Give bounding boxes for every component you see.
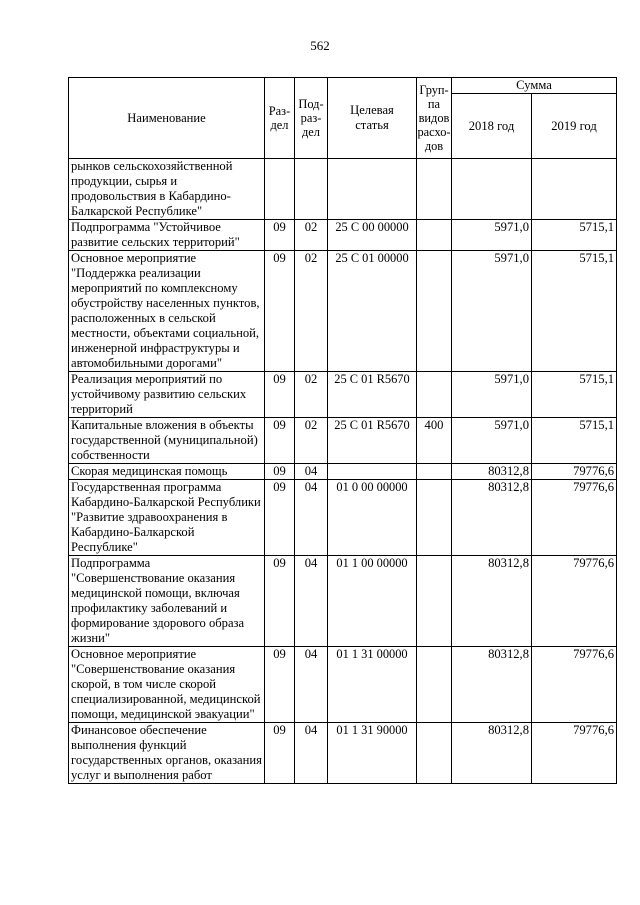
row-razdel xyxy=(265,159,295,220)
row-podrazdel: 04 xyxy=(295,464,328,480)
row-target-article: 25 С 01 00000 xyxy=(328,251,417,372)
row-sum-2018: 5971,0 xyxy=(452,251,532,372)
row-expense-group xyxy=(417,480,452,556)
row-sum-2019: 79776,6 xyxy=(532,647,617,723)
row-expense-group: 400 xyxy=(417,418,452,464)
row-expense-group xyxy=(417,647,452,723)
table-row xyxy=(69,556,617,647)
table-row xyxy=(69,647,617,723)
row-expense-group xyxy=(417,464,452,480)
row-target-article: 25 С 01 R5670 xyxy=(328,418,417,464)
table-row xyxy=(69,159,617,220)
header-expense-group: Груп- па видов расхо- дов xyxy=(417,78,452,159)
row-sum-2018: 80312,8 xyxy=(452,480,532,556)
row-target-article: 01 1 31 00000 xyxy=(328,647,417,723)
row-razdel: 09 xyxy=(265,647,295,723)
row-sum-2018: 80312,8 xyxy=(452,556,532,647)
header-name: Наименование xyxy=(69,78,265,159)
row-sum-2019: 79776,6 xyxy=(532,464,617,480)
row-sum-2019 xyxy=(532,159,617,220)
row-razdel: 09 xyxy=(265,220,295,251)
row-podrazdel: 04 xyxy=(295,647,328,723)
row-expense-group xyxy=(417,723,452,784)
row-razdel: 09 xyxy=(265,480,295,556)
row-sum-2018: 80312,8 xyxy=(452,647,532,723)
header-razdel: Раз- дел xyxy=(265,78,295,159)
header-podrazdel: Под- раз- дел xyxy=(295,78,328,159)
header-year-2019: 2019 год xyxy=(532,94,617,159)
header-year-2018: 2018 год xyxy=(452,94,532,159)
row-sum-2019: 79776,6 xyxy=(532,480,617,556)
row-target-article xyxy=(328,159,417,220)
table-row xyxy=(69,464,617,480)
row-expense-group xyxy=(417,220,452,251)
row-sum-2019: 5715,1 xyxy=(532,372,617,418)
row-podrazdel: 02 xyxy=(295,220,328,251)
row-sum-2018: 5971,0 xyxy=(452,418,532,464)
budget-table xyxy=(68,77,617,784)
row-sum-2018: 5971,0 xyxy=(452,372,532,418)
row-name: Подпрограмма "Совершенствование оказания медицинской помощи, включая профилактику заболеваний и формирование здорового образа жизни" xyxy=(69,556,265,647)
row-sum-2019: 79776,6 xyxy=(532,723,617,784)
row-podrazdel: 04 xyxy=(295,480,328,556)
row-target-article: 01 1 31 90000 xyxy=(328,723,417,784)
row-sum-2019: 5715,1 xyxy=(532,418,617,464)
row-name: Скорая медицинская помощь xyxy=(69,464,265,480)
row-podrazdel: 02 xyxy=(295,372,328,418)
row-target-article xyxy=(328,464,417,480)
row-podrazdel xyxy=(295,159,328,220)
row-target-article: 01 1 00 00000 xyxy=(328,556,417,647)
row-expense-group xyxy=(417,556,452,647)
row-target-article: 25 С 00 00000 xyxy=(328,220,417,251)
table-row xyxy=(69,372,617,418)
row-name: Реализация мероприятий по устойчивому развитию сельских территорий xyxy=(69,372,265,418)
table-row xyxy=(69,251,617,372)
row-podrazdel: 04 xyxy=(295,723,328,784)
table-row xyxy=(69,418,617,464)
row-target-article: 01 0 00 00000 xyxy=(328,480,417,556)
row-podrazdel: 04 xyxy=(295,556,328,647)
row-name: Финансовое обеспечение выполнения функций государственных органов, оказания услуг и выполнения работ xyxy=(69,723,265,784)
row-name: Подпрограмма "Устойчивое развитие сельских территорий" xyxy=(69,220,265,251)
header-sum: Сумма xyxy=(452,78,617,94)
row-razdel: 09 xyxy=(265,464,295,480)
row-name: рынков сельскохозяйственной продукции, сырья и продовольствия в Кабардино-Балкарской Республике" xyxy=(69,159,265,220)
table-row xyxy=(69,723,617,784)
row-name: Капитальные вложения в объекты государственной (муниципальной) собственности xyxy=(69,418,265,464)
row-sum-2018: 80312,8 xyxy=(452,464,532,480)
table-row xyxy=(69,480,617,556)
row-sum-2018: 5971,0 xyxy=(452,220,532,251)
row-podrazdel: 02 xyxy=(295,418,328,464)
row-sum-2018: 80312,8 xyxy=(452,723,532,784)
row-target-article: 25 С 01 R5670 xyxy=(328,372,417,418)
row-podrazdel: 02 xyxy=(295,251,328,372)
row-name: Основное мероприятие "Поддержка реализации мероприятий по комплексному обустройству населенных пунктов, расположенных в сельской местности, объектами социальной, инженерной инфраструктуры и автомобильными дорогами" xyxy=(69,251,265,372)
row-name: Государственная программа Кабардино-Балкарской Республики "Развитие здравоохранения в Кабардино-Балкарской Республике" xyxy=(69,480,265,556)
row-razdel: 09 xyxy=(265,723,295,784)
row-razdel: 09 xyxy=(265,251,295,372)
page-number: 562 xyxy=(310,38,330,53)
row-expense-group xyxy=(417,372,452,418)
row-expense-group xyxy=(417,251,452,372)
row-razdel: 09 xyxy=(265,372,295,418)
row-expense-group xyxy=(417,159,452,220)
row-name: Основное мероприятие "Совершенствование оказания скорой, в том числе скорой специализированной, медицинской помощи, медицинской эвакуации" xyxy=(69,647,265,723)
table-row xyxy=(69,220,617,251)
row-sum-2019: 79776,6 xyxy=(532,556,617,647)
row-sum-2019: 5715,1 xyxy=(532,220,617,251)
row-sum-2019: 5715,1 xyxy=(532,251,617,372)
row-razdel: 09 xyxy=(265,556,295,647)
row-razdel: 09 xyxy=(265,418,295,464)
row-sum-2018 xyxy=(452,159,532,220)
header-target-article: Целевая статья xyxy=(328,78,417,159)
